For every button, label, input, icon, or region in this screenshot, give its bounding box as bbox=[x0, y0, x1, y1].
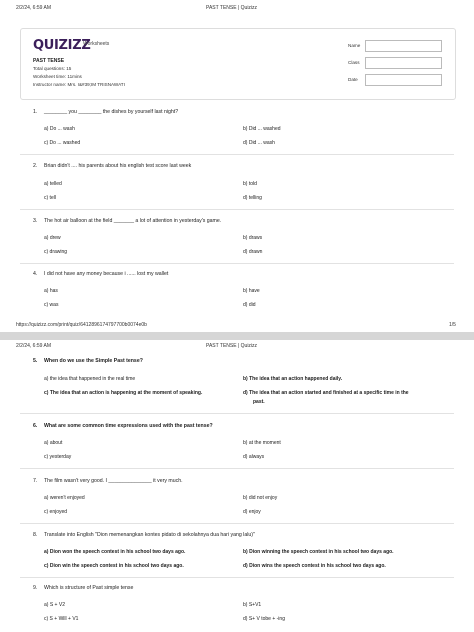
option-c[interactable]: c) enjoyed bbox=[44, 509, 68, 515]
option-c[interactable]: c) The idea that an action is happening at the moment of speaking. bbox=[44, 390, 203, 396]
option-d[interactable]: d) telling bbox=[243, 195, 262, 201]
question-number: 9. bbox=[33, 585, 38, 591]
question-number: 6. bbox=[33, 423, 38, 429]
divider bbox=[20, 263, 454, 264]
option-c[interactable]: c) S + Will + V1 bbox=[44, 616, 79, 622]
option-c[interactable]: c) was bbox=[44, 302, 59, 308]
name-label: Name bbox=[348, 43, 361, 48]
option-a[interactable]: a) drew bbox=[44, 235, 61, 241]
worksheet-time: Worksheet time: 11mins bbox=[33, 74, 82, 79]
option-c[interactable]: c) tell bbox=[44, 195, 56, 201]
option-b[interactable]: b) Did ... washed bbox=[243, 126, 281, 132]
print-header-date: 2/2/24, 6:59 AM bbox=[16, 5, 52, 11]
option-c[interactable]: c) Do ... washed bbox=[44, 140, 81, 146]
class-label: Class bbox=[348, 60, 360, 65]
worksheet-info-card bbox=[20, 28, 456, 100]
print-header-title: PAST TENSE | Quizizz bbox=[206, 5, 258, 11]
option-b[interactable]: b) did not enjoy bbox=[243, 495, 278, 501]
question-text: The hot air balloon at the field _______ a lot of attention in yesterday's game. bbox=[44, 218, 222, 224]
option-b[interactable]: b) Dion winning the speech contest in his school two days ago. bbox=[243, 549, 394, 555]
page-separator bbox=[0, 332, 474, 340]
option-b[interactable]: b) The idea that an action happened daily. bbox=[243, 376, 343, 382]
option-a[interactable]: a) Do ... wash bbox=[44, 126, 75, 132]
divider bbox=[20, 468, 454, 469]
option-d[interactable]: d) Did ... wash bbox=[243, 140, 275, 146]
question-number: 4. bbox=[33, 271, 38, 277]
worksheet-title: PAST TENSE bbox=[33, 58, 65, 64]
name-field[interactable] bbox=[365, 40, 442, 52]
question-text: I did not have any money because i ...... lost my wallet bbox=[44, 271, 169, 277]
print-footer-url[interactable]: https://quizizz.com/print/quiz/6412896174797700b0074e0b bbox=[16, 322, 147, 328]
date-field[interactable] bbox=[365, 74, 442, 86]
question-number: 1. bbox=[33, 109, 38, 115]
quizizz-logo: QUIZIZZ bbox=[33, 38, 91, 53]
question-text: The film wasn't very good. I _______________ it very much. bbox=[44, 478, 183, 484]
question-number: 2. bbox=[33, 163, 38, 169]
option-c[interactable]: c) Dion win the speech contest in his school two days ago. bbox=[44, 563, 184, 569]
question-text: Which is structure of Past simple tense bbox=[44, 585, 134, 591]
total-questions: Total questions: 15 bbox=[33, 66, 72, 71]
question-number: 5. bbox=[33, 358, 38, 364]
option-b[interactable]: b) at the moment bbox=[243, 440, 281, 446]
option-b[interactable]: b) told bbox=[243, 181, 257, 187]
instructor-name: Instructor name: Mrs. I&#39;IM TRISNAWATI bbox=[33, 82, 125, 87]
option-a[interactable]: a) Dion won the speech contest in his school two days ago. bbox=[44, 549, 186, 555]
option-d[interactable]: d) always bbox=[243, 454, 265, 460]
divider bbox=[20, 154, 454, 155]
question-number: 8. bbox=[33, 532, 38, 538]
divider bbox=[20, 209, 454, 210]
divider bbox=[20, 523, 454, 524]
option-c[interactable]: c) yesterday bbox=[44, 454, 72, 460]
option-a[interactable]: a) about bbox=[44, 440, 63, 446]
question-number: 3. bbox=[33, 218, 38, 224]
option-a[interactable]: a) telled bbox=[44, 181, 62, 187]
option-b[interactable]: b) have bbox=[243, 288, 260, 294]
option-b[interactable]: b) S+V1 bbox=[243, 602, 262, 608]
option-d[interactable]: d) drawn bbox=[243, 249, 263, 255]
question-text: ________ you ________ the dishes by yourself last night? bbox=[44, 109, 179, 115]
divider bbox=[20, 413, 454, 414]
option-a[interactable]: a) has bbox=[44, 288, 58, 294]
option-d[interactable]: d) The idea that an action started and finished at a specific time in the bbox=[243, 390, 409, 396]
worksheet-page-2 bbox=[0, 340, 474, 632]
worksheets-label: Worksheets bbox=[83, 41, 110, 47]
question-text: When do we use the Simple Past tense? bbox=[44, 358, 143, 364]
option-d[interactable]: d) did bbox=[243, 302, 256, 308]
option-a[interactable]: a) S + V2 bbox=[44, 602, 65, 608]
question-number: 7. bbox=[33, 478, 38, 484]
option-d-continued: past. bbox=[253, 399, 265, 405]
print-footer-page: 1/5 bbox=[449, 322, 456, 328]
question-text: What are some common time expressions used with the past tense? bbox=[44, 423, 213, 429]
question-text: Translate into English "Dion memenangkan kontes pidato di sekolahnya dua hari yang lalu)" bbox=[44, 532, 255, 538]
question-text: Brian didn't .... his parents about his english test score last week bbox=[44, 163, 192, 169]
date-label: Date bbox=[348, 77, 358, 82]
print-header-title: PAST TENSE | Quizizz bbox=[206, 343, 258, 349]
option-a[interactable]: a) the idea that happened in the real time bbox=[44, 376, 136, 382]
option-b[interactable]: b) draws bbox=[243, 235, 263, 241]
option-d[interactable]: d) Dion wins the speech contest in his school two days ago. bbox=[243, 563, 386, 569]
option-a[interactable]: a) weren't enjoyed bbox=[44, 495, 85, 501]
class-field[interactable] bbox=[365, 57, 442, 69]
option-d[interactable]: d) S+ V tobe + -ing bbox=[243, 616, 285, 622]
divider bbox=[20, 577, 454, 578]
print-header-date: 2/2/24, 6:59 AM bbox=[16, 343, 52, 349]
option-d[interactable]: d) enjoy bbox=[243, 509, 261, 515]
option-c[interactable]: c) drawing bbox=[44, 249, 68, 255]
